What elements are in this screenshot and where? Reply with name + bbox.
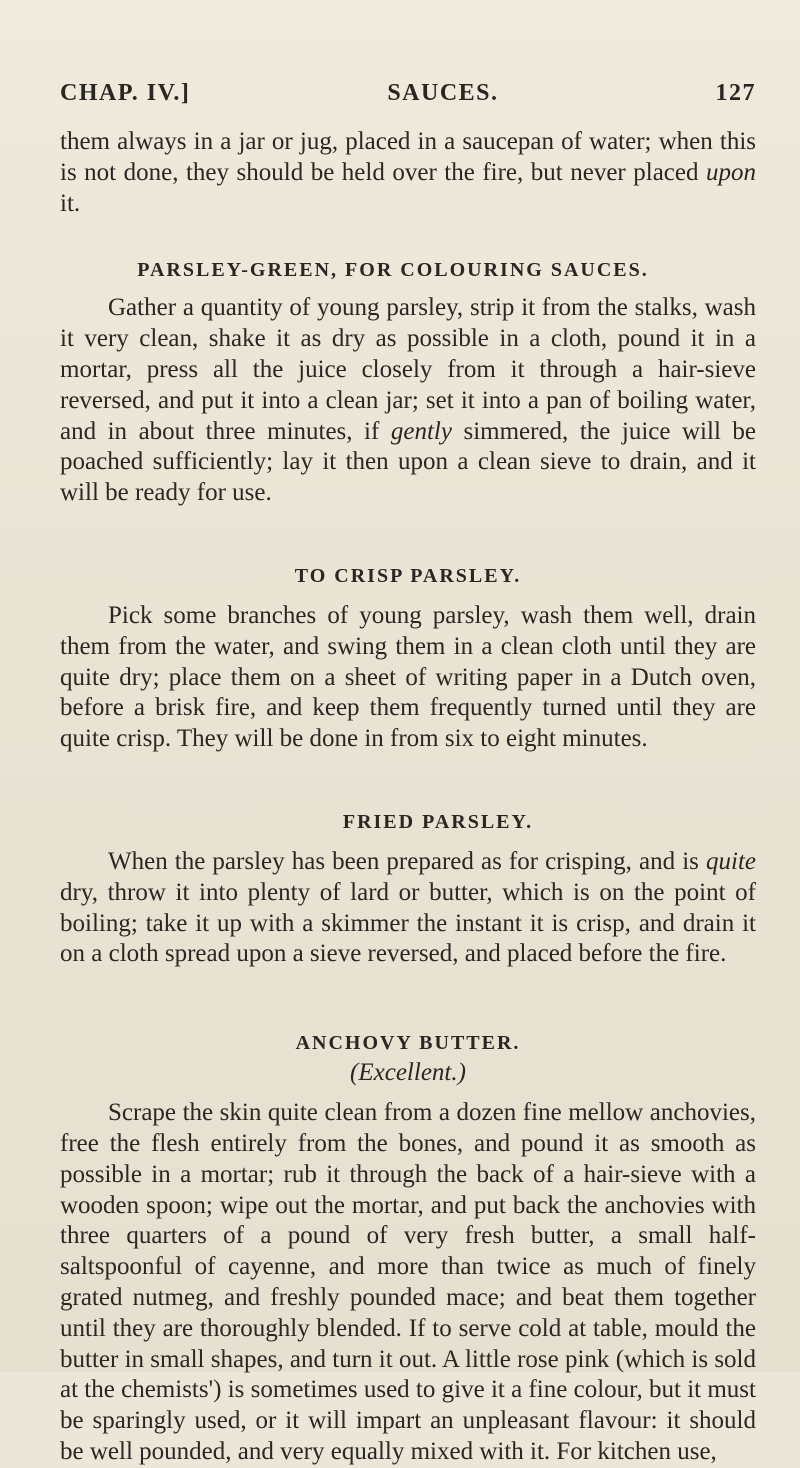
section-title: SAUCES. [387, 80, 499, 106]
page-number: 127 [715, 80, 756, 106]
heading-parsley-green: PARSLEY-GREEN, FOR COLOURING SAUCES. [137, 259, 649, 282]
intro-paragraph: them always in a jar or jug, placed in a saucepan of water; when this is not done, they should be held over the fire, but never placed upon it. [60, 128, 756, 217]
subheading-excellent: (Excellent.) [350, 1059, 466, 1087]
paragraph-parsley-green: Gather a quantity of young parsley, strip it from the stalks, wash it very clean, shake it as dry as possible in a cloth, pound it in a mortar, press all the juice closely from it through a hair-sieve reversed, and put it into a clean jar; set it into a pan of boiling water, and in about three minutes, if gently simmered, the juice will be poached sufficiently; lay it then upon a clean sieve to drain, and it will be ready for use. [60, 294, 757, 507]
running-head [60, 80, 756, 107]
paragraph-fried-parsley: When the parsley has been prepared as for crisping, and is quite dry, throw it into plenty of lard or butter, which is on the point of boiling; take it up with a skimmer the instant it is crisp, and drain it on a cloth spread upon a sieve reversed, and placed before the fire. [60, 847, 756, 968]
chapter-label: CHAP. IV.] [60, 80, 191, 106]
paragraph-anchovy-butter: Scrape the skin quite clean from a dozen fine mellow anchovies, free the flesh entirely from the bones, and pound it as smooth as possible in a mortar; rub it through the back of a hair-sieve with a wooden spoon; wipe out the mortar, and put back the anchovies with three quarters of a pound of very fresh butter, a small half-saltspoonful of cayenne, and more than twice as much of finely grated nutmeg, and freshly pounded mace; and beat them together until they are thoroughly blended. If to serve cold at table, mould the butter in small shapes, and turn it out. A little rose pink (which is sold at the chemists') is sometimes used to give it a fine colour, but it must be sparingly used, or it will impart an unpleasant flavour: it should be well pounded, and very equally mixed with it. For kitchen use, [60, 1099, 756, 1465]
heading-anchovy-butter: ANCHOVY BUTTER. [295, 1032, 521, 1055]
paragraph-crisp-parsley: Pick some branches of young parsley, wash them well, drain them from the water, and swing them in a clean cloth until they are quite dry; place them on a sheet of writing paper in a Dutch oven, before a brisk fire, and keep them frequently turned until they are quite crisp. They will be done in from six to eight minutes. [60, 601, 756, 753]
heading-crisp-parsley: TO CRISP PARSLEY. [294, 564, 522, 587]
heading-fried-parsley: FRIED PARSLEY. [342, 810, 534, 833]
